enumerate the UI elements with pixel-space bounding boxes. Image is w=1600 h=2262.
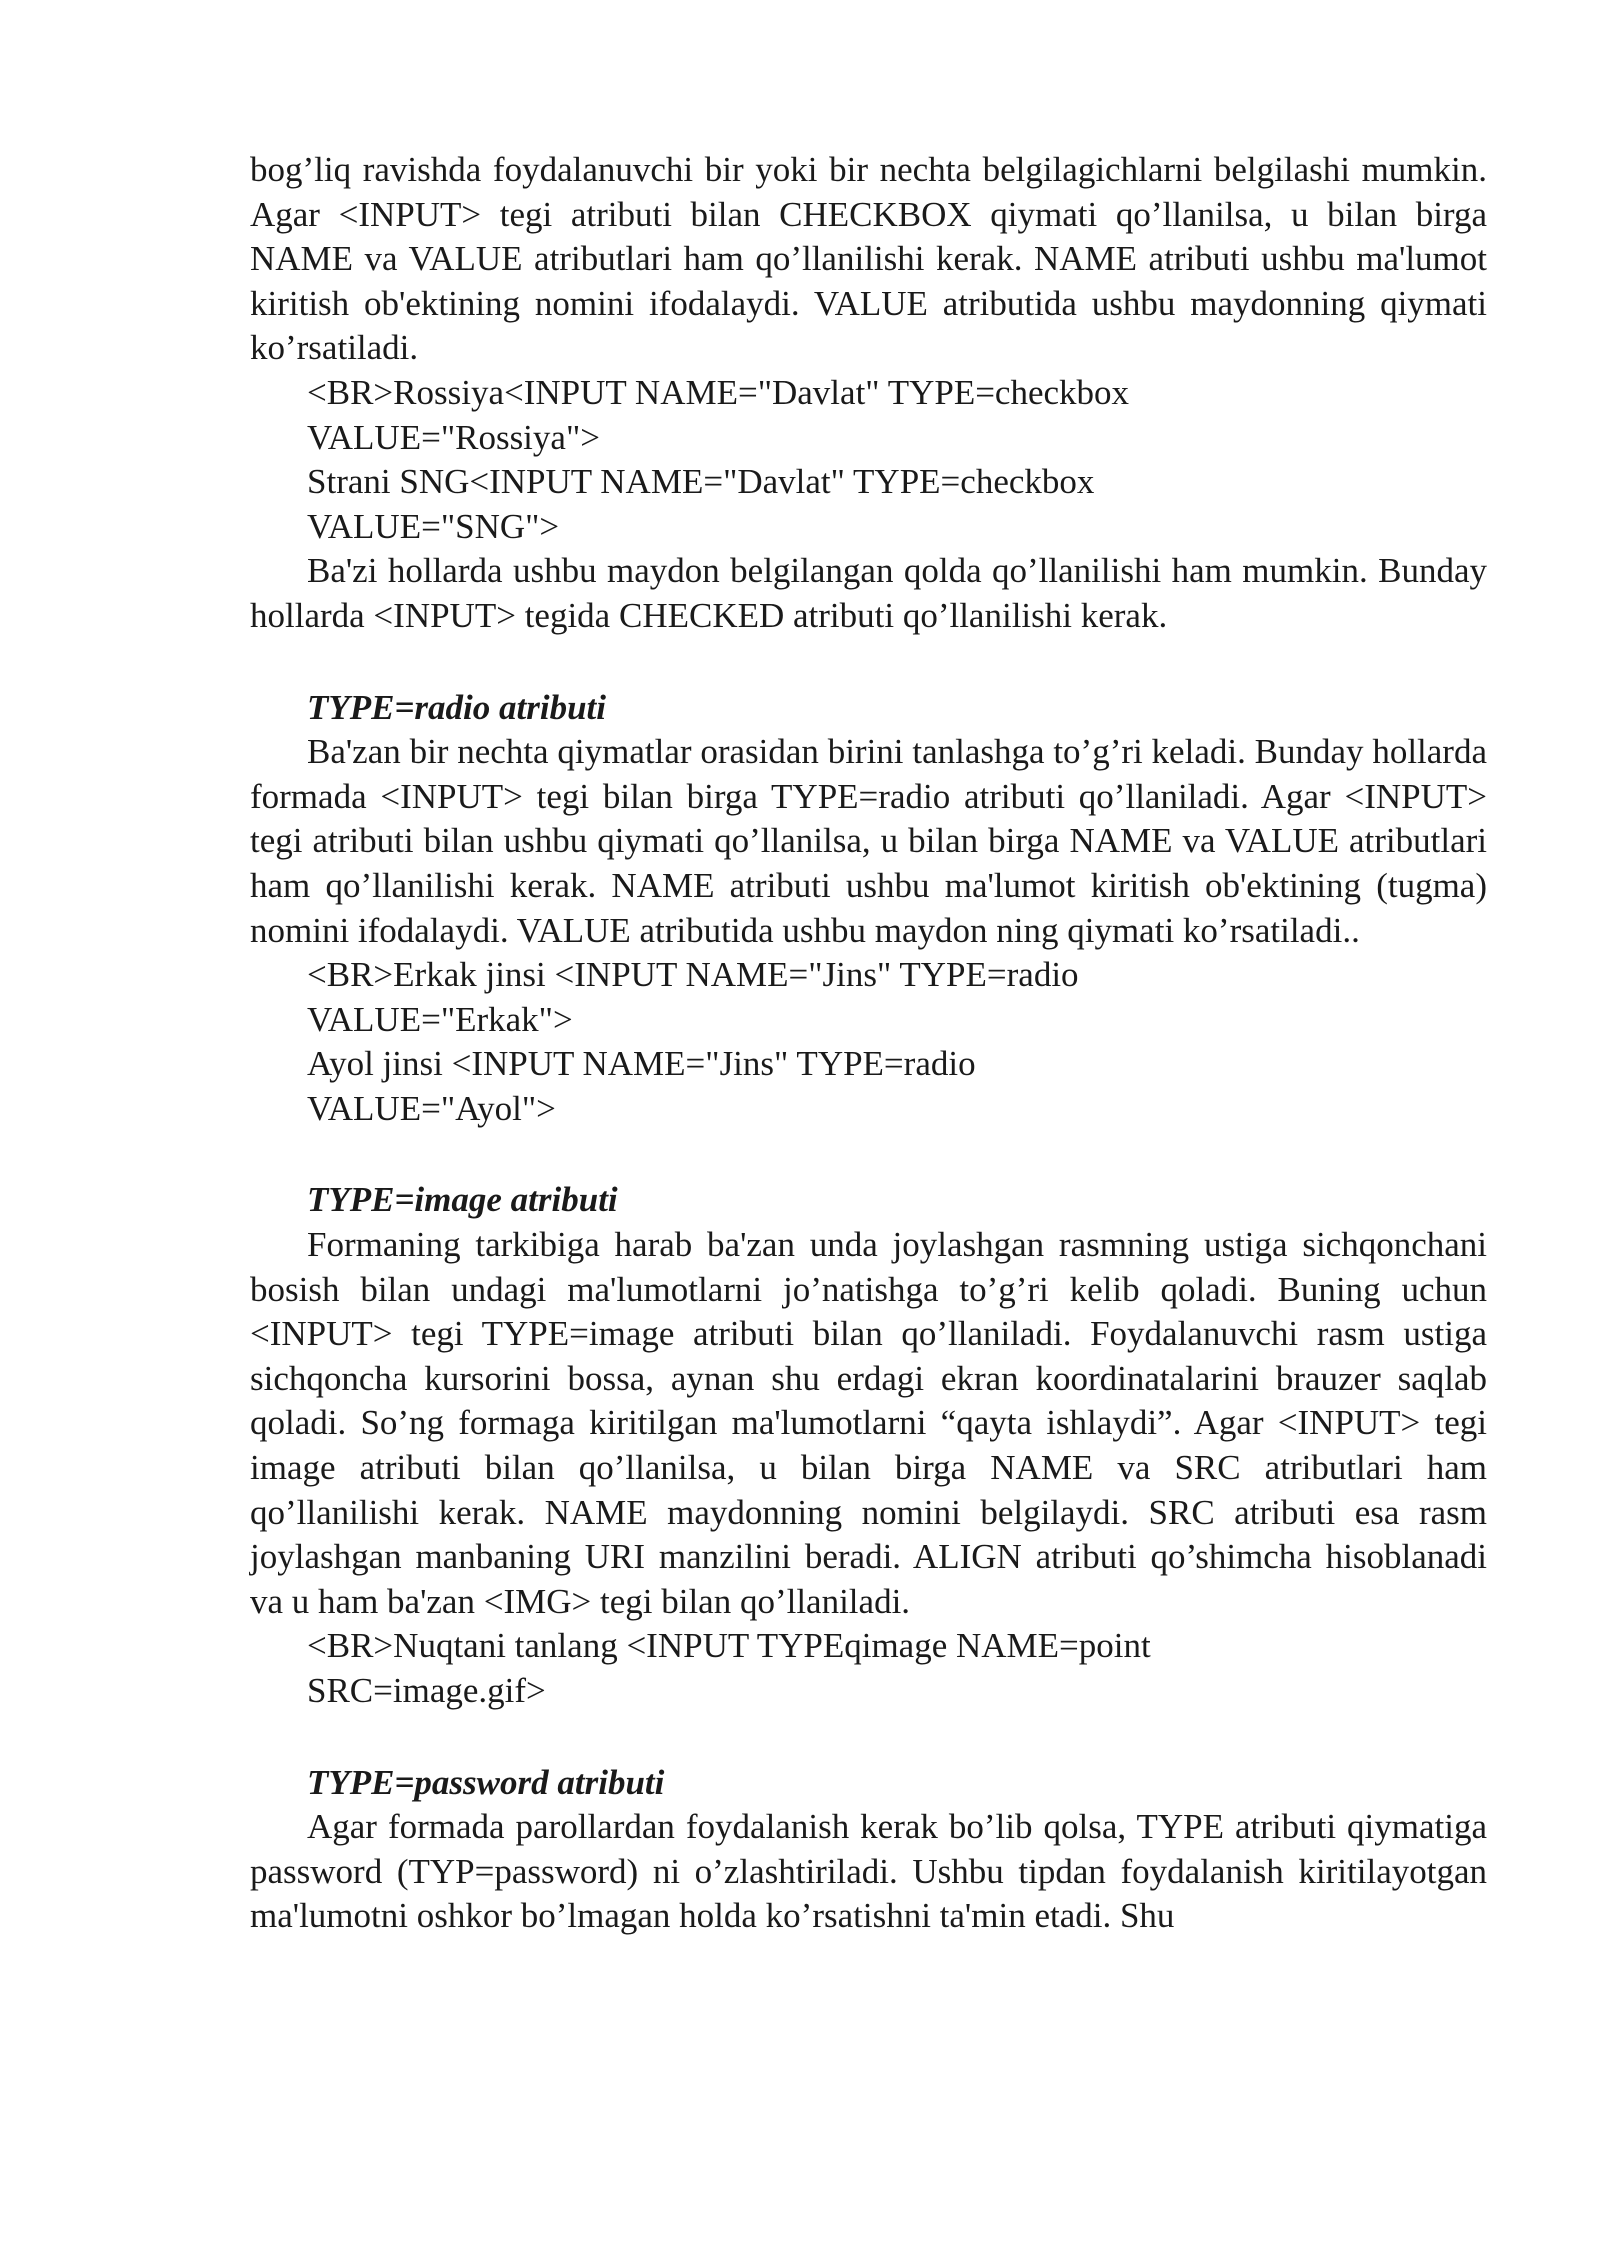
code-line: <BR>Rossiya<INPUT NAME="Davlat" TYPE=checkbox bbox=[307, 372, 1130, 412]
code-line: VALUE="Erkak"> bbox=[307, 999, 573, 1039]
code-line: <BR>Nuqtani tanlang <INPUT TYPEqimage NAME=point bbox=[307, 1626, 1151, 1666]
code-line: VALUE="SNG"> bbox=[307, 506, 560, 546]
section-heading: TYPE=image atributi bbox=[307, 1180, 618, 1220]
code-line: SRC=image.gif> bbox=[307, 1671, 546, 1710]
code-line: <BR>Erkak jinsi <INPUT NAME="Jins" TYPE=radio bbox=[307, 955, 1079, 995]
code-line: VALUE="Rossiya"> bbox=[307, 417, 600, 457]
section-gap bbox=[250, 639, 1487, 686]
document-page bbox=[250, 148, 1487, 1939]
section-gap bbox=[250, 1714, 1487, 1761]
paragraph: Ba'zi hollarda ushbu maydon belgilangan qolda qo’llanilishi ham mumkin. Bunday hollarda <INPUT> tegida CHECKED atributi qo’llanilishi kerak. bbox=[250, 551, 1487, 635]
paragraph: Formaning tarkibiga harab ba'zan unda joylashgan rasmning ustiga sichqonchani bosish bilan undagi ma'lumotlarni jo’natishga to’g’ri kelib qoladi. Buning uchun <INPUT> tegi TYPE=image atributi bilan qo’llaniladi. Foydalanuvchi rasm ustiga sichqoncha kursorini bossa, aynan shu erdagi ekran koordinatalarini brauzer saqlab qoladi. So’ng formaga kiritilgan ma'lumotlarni “qayta ishlaydi”. Agar <INPUT> tegi image atributi bilan qo’llanilsa, u bilan birga NAME va SRC atributlari ham qo’llanilishi kerak. NAME maydonning nomini belgilaydi. SRC atributi esa rasm joylashgan manbaning URI manzilini beradi. ALIGN atributi qo’shimcha hisoblanadi va u ham ba'zan <IMG> tegi bilan qo’llaniladi. bbox=[250, 1225, 1487, 1621]
code-line: VALUE="Ayol"> bbox=[307, 1088, 556, 1128]
paragraph: Agar formada parollardan foydalanish kerak bo’lib qolsa, TYPE atributi qiymatiga password (TYP=password) ni o’zlashtiriladi. Ushbu tipdan foydalanish kiritilayotgan ma'lumotni oshkor bo’lmagan holda ko’rsatishni ta'min etadi. Shu bbox=[250, 1807, 1487, 1936]
paragraph: Ba'zan bir nechta qiymatlar orasidan birini tanlashga to’g’ri keladi. Bunday hollarda formada <INPUT> tegi bilan birga TYPE=radio atributi qo’llaniladi. Agar <INPUT> tegi atributi bilan ushbu qiymati qo’llanilsa, u bilan birga NAME va VALUE atributlari ham qo’llanilishi kerak. NAME atributi ushbu ma'lumot kiritish ob'ektining (tugma) nomini ifodalaydi. VALUE atributida ushbu maydon ning qiymati ko’rsatiladi.. bbox=[250, 732, 1487, 950]
section-heading: TYPE=password atributi bbox=[307, 1762, 665, 1802]
paragraph: bog’liq ravishda foydalanuvchi bir yoki bir nechta belgilagichlarni belgilashi mumkin. Agar <INPUT> tegi atributi bilan CHECKBOX qiymati qo’llanilsa, u bilan birga NAME va VALUE atributlari ham qo’llanilishi kerak. NAME atributi ushbu ma'lumot kiritish ob'ektining nomini ifodalaydi. VALUE atributida ushbu maydonning qiymati ko’rsatiladi. bbox=[250, 150, 1487, 368]
section-heading: TYPE=radio atributi bbox=[307, 687, 607, 727]
section-gap bbox=[250, 1131, 1487, 1178]
code-line: Strani SNG<INPUT NAME="Davlat" TYPE=checkbox bbox=[307, 462, 1095, 502]
code-line: Ayol jinsi <INPUT NAME="Jins" TYPE=radio bbox=[307, 1044, 976, 1084]
